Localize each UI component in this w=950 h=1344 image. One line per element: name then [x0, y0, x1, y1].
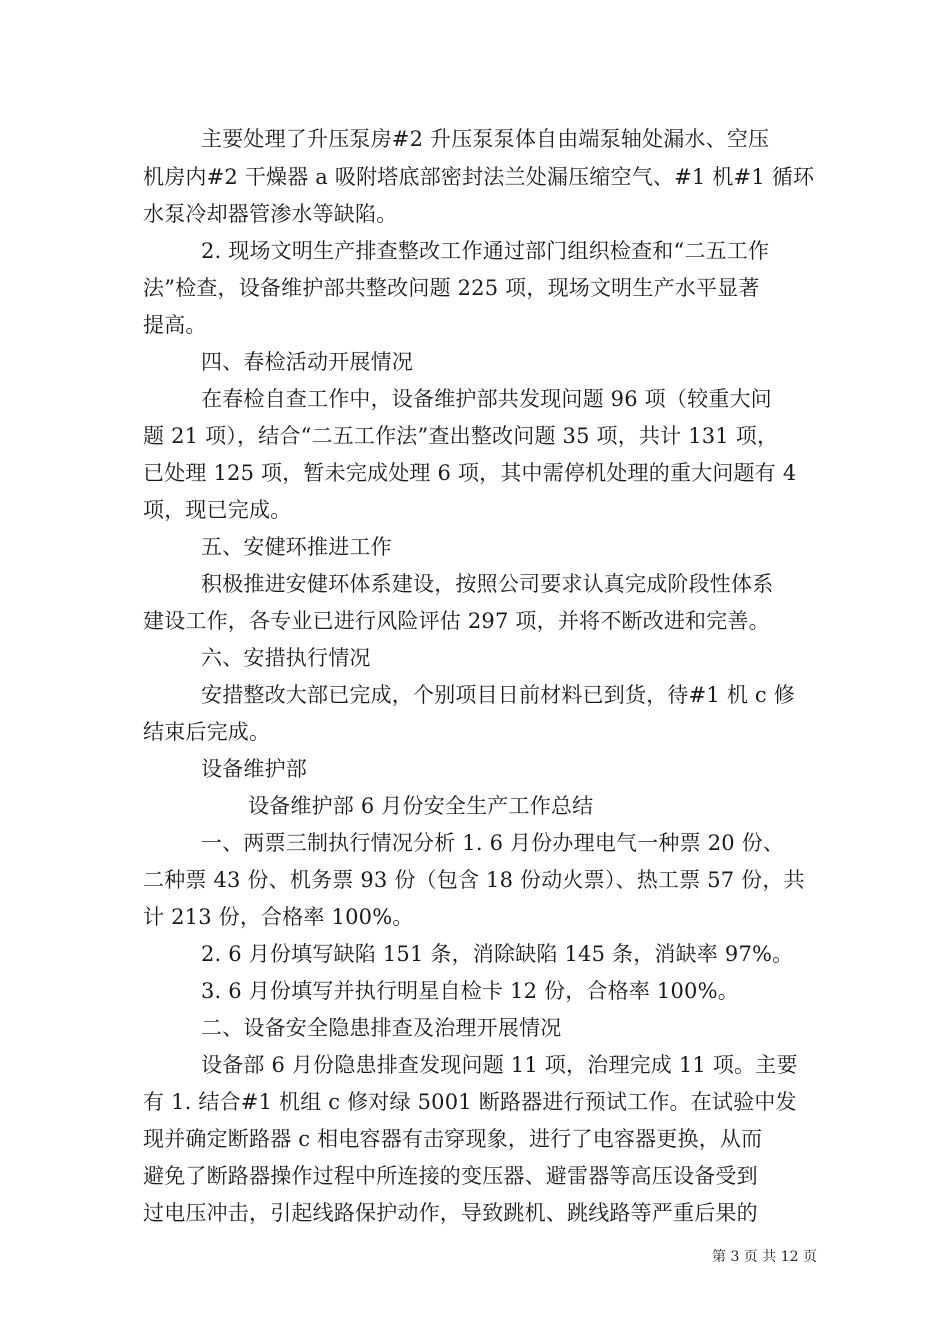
- section-heading: 四、春检活动开展情况: [201, 350, 413, 374]
- body-line: 3. 6 月份填写并执行明星自检卡 12 份，合格率 100%。: [201, 979, 739, 1003]
- section-heading: 六、安措执行情况: [201, 646, 371, 670]
- body-line: 提高。: [143, 313, 207, 337]
- body-line: 现并确定断路器 c 相电容器有击穿现象，进行了电容器更换，从而: [143, 1127, 763, 1151]
- body-line: 过电压冲击，引起线路保护动作，导致跳机、跳线路等严重后果的: [143, 1201, 758, 1225]
- body-line: 安措整改大部已完成，个别项目日前材料已到货，待#1 机 c 修: [201, 683, 795, 707]
- signature-dept: 设备维护部: [201, 757, 307, 781]
- body-line: 题 21 项），结合“二五工作法”查出整改问题 35 项，共计 131 项，: [143, 424, 779, 448]
- body-line: 一、两票三制执行情况分析 1. 6 月份办理电气一种票 20 份、: [201, 831, 785, 855]
- body-line: 法”检查，设备维护部共整改问题 225 项，现场文明生产水平显著: [143, 276, 760, 300]
- body-line: 有 1. 结合#1 机组 c 修对绿 5001 断路器进行预试工作。在试验中发: [143, 1090, 797, 1114]
- body-line: 二种票 43 份、机务票 93 份（包含 18 份动火票）、热工票 57 份，共: [143, 868, 805, 892]
- section-heading: 二、设备安全隐患排查及治理开展情况: [201, 1016, 562, 1040]
- body-line: 在春检自查工作中，设备维护部共发现问题 96 项（较重大问: [201, 387, 772, 411]
- body-line: 已处理 125 项，暂未完成处理 6 项，其中需停机处理的重大问题有 4: [143, 461, 797, 485]
- body-line: 计 213 份，合格率 100%。: [143, 905, 414, 929]
- body-line: 2. 6 月份填写缺陷 151 条，消除缺陷 145 条，消缺率 97%。: [201, 942, 794, 966]
- body-line: 建设工作，各专业已进行风险评估 297 项，并将不断改进和完善。: [143, 609, 770, 633]
- body-line: 项，现已完成。: [143, 498, 292, 522]
- page-number-footer: 第 3 页 共 12 页: [712, 1249, 817, 1265]
- body-line: 水泵冷却器管渗水等缺陷。: [143, 202, 398, 226]
- body-line: 避免了断路器操作过程中所连接的变压器、避雷器等高压设备受到: [143, 1164, 758, 1188]
- body-line: 积极推进安健环体系建设，按照公司要求认真完成阶段性体系: [201, 572, 774, 596]
- document-title: 设备维护部 6 月份安全生产工作总结: [248, 794, 594, 818]
- body-line: 设备部 6 月份隐患排查发现问题 11 项，治理完成 11 项。主要: [201, 1053, 798, 1077]
- body-line: 机房内#2 干燥器 a 吸附塔底部密封法兰处漏压缩空气、#1 机#1 循环: [143, 165, 815, 189]
- body-line: 2. 现场文明生产排查整改工作通过部门组织检查和“二五工作: [201, 239, 770, 263]
- section-heading: 五、安健环推进工作: [201, 535, 392, 559]
- body-line: 结束后完成。: [143, 720, 271, 744]
- body-line: 主要处理了升压泵房#2 升压泵泵体自由端泵轴处漏水、空压: [201, 127, 770, 151]
